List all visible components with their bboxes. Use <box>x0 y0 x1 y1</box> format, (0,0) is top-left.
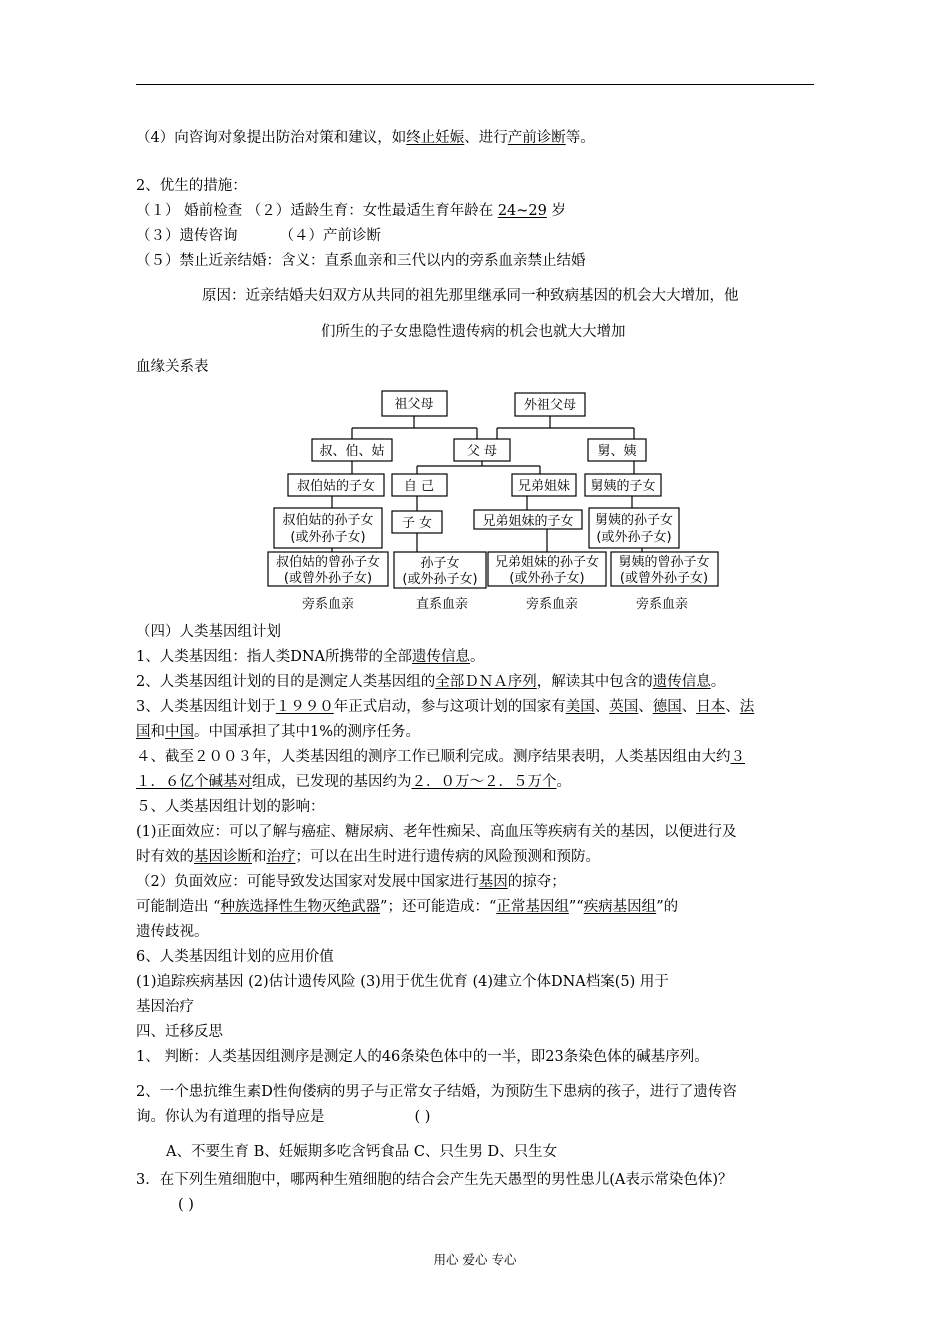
node-paternal-grandchildren <box>274 508 382 548</box>
text-line: 原因：近亲结婚夫妇双方从共同的祖先那里继承同一种致病基因的机会大大增加，他 <box>202 288 739 304</box>
label-collateral: 旁系血亲 <box>635 597 689 612</box>
question-1: 1、 判断：人类基因组测序是测定人的46条染色体中的一半，即23条染色体的碱基序列。 <box>136 1049 709 1065</box>
svg-text:子 女: 子 女 <box>401 516 433 531</box>
text-line: 国和中国。中国承担了其中1%的测序任务。 <box>136 724 421 740</box>
text-line: 时有效的基因诊断和治疗；可以在出生时进行遗传病的风险预测和预防。 <box>136 849 600 865</box>
node-siblings <box>512 474 576 496</box>
text-line: (1)正面效应：可以了解与癌症、糖尿病、老年性痴呆、高血压等疾病有关的基因，以便进行及 <box>136 824 737 840</box>
text-line: (1)追踪疾病基因 (2)估计遗传风险 (3)用于优生优育 (4)建立个体DNA档案(5) 用于 <box>136 974 669 990</box>
page-footer: 用心 爱心 专心 <box>433 1252 517 1267</box>
node-maternal-children <box>585 474 661 496</box>
text-line: 1、人类基因组：指人类DNA所携带的全部遗传信息。 <box>136 649 485 665</box>
text-line: 2、人类基因组计划的目的是测定人类基因组的全部ＤＮＡ序列，解读其中包含的遗传信息。 <box>136 674 726 690</box>
text-line: （５）禁止近亲结婚：含义：直系血亲和三代以内的旁系血亲禁止结婚 <box>136 253 586 269</box>
svg-text:自 己: 自 己 <box>403 479 435 494</box>
question-2-options: A、不要生育 B、妊娠期多吃含钙食品 C、只生男 D、只生女 <box>166 1144 558 1160</box>
svg-text:父 母: 父 母 <box>466 444 498 459</box>
text-line: （１） 婚前检查 （２）适龄生育：女性最适生育年龄在 24~29 岁 <box>136 203 566 219</box>
svg-text:(或曾外孙子女): (或曾外孙子女) <box>283 571 373 586</box>
svg-text:(或外孙子女): (或外孙子女) <box>402 572 478 587</box>
text-line: ４、截至２００３年，人类基因组的测序工作已顺利完成。测序结果表明，人类基因组由大约３ <box>136 749 745 765</box>
text-line: 3、人类基因组计划于１９９０年正式启动，参与这项计划的国家有美国、英国、德国、日本、法 <box>136 699 755 715</box>
text-line: （4）向咨询对象提出防治对策和建议，如终止妊娠、进行产前诊断等。 <box>136 130 595 146</box>
question-2: 2、一个患抗维生素D性佝偻病的男子与正常女子结婚，为预防生下患病的孩子，进行了遗传咨 <box>136 1084 737 1100</box>
node-children <box>392 511 442 533</box>
svg-text:孙子女: 孙子女 <box>420 556 460 571</box>
text-line: 可能制造出 “种族选择性生物灭绝武器”；还可能造成：“正常基因组”“疾病基因组”的 <box>136 899 679 915</box>
kinship-diagram <box>262 386 722 614</box>
svg-text:舅姨的曾孙子女: 舅姨的曾孙子女 <box>618 555 710 570</box>
svg-text:(或曾外孙子女): (或曾外孙子女) <box>619 571 709 586</box>
node-paternal-children <box>288 474 384 496</box>
svg-text:(或外孙子女): (或外孙子女) <box>596 530 672 545</box>
section-heading: （四）人类基因组计划 <box>136 624 281 640</box>
node-grandchildren <box>394 552 486 588</box>
svg-text:兄弟姐妹的孙子女: 兄弟姐妹的孙子女 <box>494 555 600 570</box>
node-paternal-relatives <box>312 439 392 461</box>
text-line: 基因治疗 <box>136 999 194 1015</box>
table-title: 血缘关系表 <box>136 359 209 375</box>
svg-text:叔伯姑的曾孙子女: 叔伯姑的曾孙子女 <box>275 555 381 570</box>
svg-text:舅姨的子女: 舅姨的子女 <box>590 479 656 494</box>
node-parents <box>454 439 510 461</box>
node-maternal-relatives <box>588 439 646 461</box>
text-line: 们所生的子女患隐性遗传病的机会也就大大增加 <box>321 324 626 340</box>
svg-text:叔、伯、姑: 叔、伯、姑 <box>319 444 385 459</box>
label-collateral: 旁系血亲 <box>301 597 355 612</box>
text-line: ５、人类基因组计划的影响： <box>136 799 325 815</box>
question-3: 3．在下列生殖细胞中，哪两种生殖细胞的结合会产生先天愚型的男性患儿(A表示常染色体)？ <box>136 1172 733 1188</box>
svg-text:叔伯姑的子女: 叔伯姑的子女 <box>296 479 376 494</box>
section-heading: 四、迁移反思 <box>136 1024 223 1040</box>
node-maternal-grandchildren <box>589 508 679 548</box>
section-heading: 2、优生的措施： <box>136 178 247 194</box>
node-maternal-great-grandchildren <box>611 552 718 586</box>
svg-text:祖父母: 祖父母 <box>394 397 434 412</box>
node-paternal-great-grandchildren <box>268 552 388 586</box>
label-collateral: 旁系血亲 <box>525 597 579 612</box>
text-line: （３）遗传咨询 （４）产前诊断 <box>136 228 381 244</box>
svg-text:舅姨的孙子女: 舅姨的孙子女 <box>594 513 674 528</box>
text-line: （2）负面效应：可能导致发达国家对发展中国家进行基因的掠夺； <box>136 874 566 890</box>
node-maternal-grandparents <box>515 393 585 416</box>
svg-text:兄弟姐妹: 兄弟姐妹 <box>517 479 571 494</box>
node-self <box>392 474 447 496</box>
svg-text:兄弟姐妹的子女: 兄弟姐妹的子女 <box>482 514 574 529</box>
question-2-cont: 询。你认为有道理的指导应是 ( ) <box>136 1109 431 1125</box>
header-rule <box>136 84 814 85</box>
text-line: 遗传歧视。 <box>136 924 209 940</box>
svg-text:外祖父母: 外祖父母 <box>523 398 577 413</box>
svg-text:舅、姨: 舅、姨 <box>597 444 637 459</box>
answer-blank: ( ) <box>178 1197 194 1213</box>
svg-text:(或外孙子女): (或外孙子女) <box>509 571 585 586</box>
node-sibling-children <box>474 510 582 529</box>
text-line: 6、人类基因组计划的应用价值 <box>136 949 334 965</box>
svg-text:(或外孙子女): (或外孙子女) <box>290 530 366 545</box>
node-grandparents <box>382 391 447 416</box>
svg-text:叔伯姑的孙子女: 叔伯姑的孙子女 <box>282 513 374 528</box>
label-direct: 直系血亲 <box>415 597 469 612</box>
node-sibling-grandchildren <box>488 552 606 586</box>
text-line: １．６亿个碱基对组成，已发现的基因约为２．０万～２．５万个。 <box>136 774 571 790</box>
